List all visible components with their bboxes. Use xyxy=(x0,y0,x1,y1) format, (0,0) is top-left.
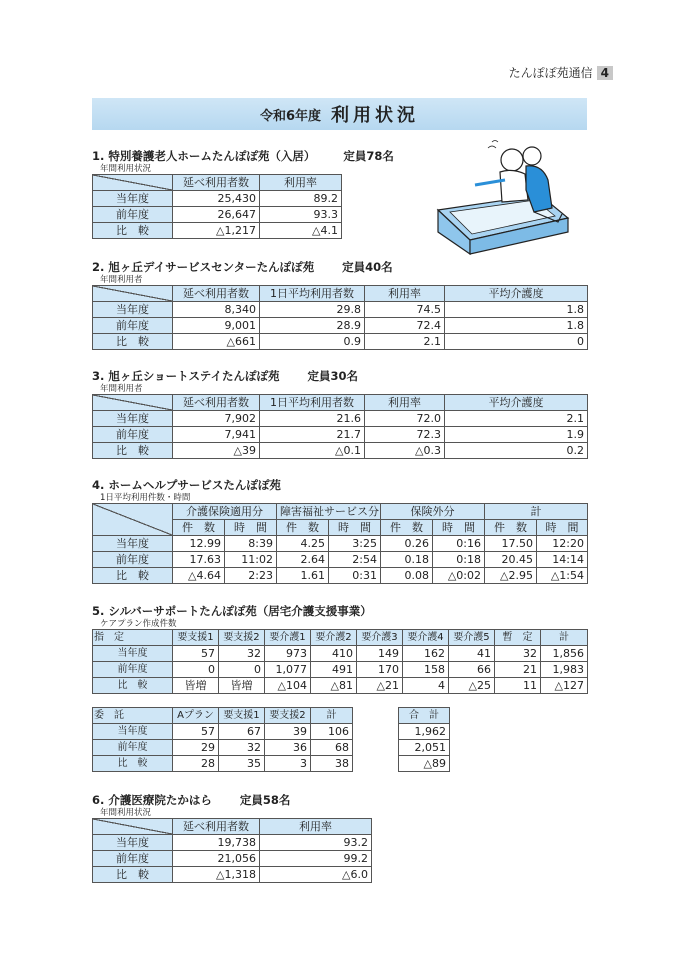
table-cell: 1,983 xyxy=(541,662,588,678)
table-cell: 32 xyxy=(219,740,265,756)
table-cell: 162 xyxy=(403,646,449,662)
table-header-cell: 比 較 xyxy=(93,867,173,883)
table-header-cell: 延べ利用者数 xyxy=(173,175,260,191)
table-header-cell: 要支援1 xyxy=(219,708,265,724)
table-cell: 1.9 xyxy=(445,427,588,443)
table-header-cell: 要介護3 xyxy=(357,630,403,646)
table-header-cell: 前年度 xyxy=(93,207,173,223)
table-header-cell: 計 xyxy=(541,630,588,646)
table-header-cell: 前年度 xyxy=(93,318,173,334)
table-header-cell: 比 較 xyxy=(93,568,173,584)
table-header-cell: 前年度 xyxy=(93,552,173,568)
text: 定員78名 xyxy=(343,149,394,163)
table-header-cell: 暫 定 xyxy=(495,630,541,646)
table-cell: 1.8 xyxy=(445,302,588,318)
table-header-cell: 1日平均利用者数 xyxy=(260,286,365,302)
table-cell: 29.8 xyxy=(260,302,365,318)
table-cell: 7,941 xyxy=(173,427,260,443)
table-cell: 68 xyxy=(311,740,353,756)
newsletter-title: たんぽぽ苑通信 xyxy=(508,66,593,80)
table-header-cell: 件 数 xyxy=(173,520,225,536)
table-cell: 38 xyxy=(311,756,353,772)
text: 3. 旭ヶ丘ショートステイたんぽぽ苑 xyxy=(92,369,280,383)
table-cell: 7,902 xyxy=(173,411,260,427)
table-row xyxy=(93,646,588,662)
table-cell: 3 xyxy=(265,756,311,772)
table-cell: 14:14 xyxy=(537,552,588,568)
table-header-cell: 要支援1 xyxy=(173,630,219,646)
table-cell: 1.8 xyxy=(445,318,588,334)
table-cell: 26,647 xyxy=(173,207,260,223)
table-header-cell: 当年度 xyxy=(93,536,173,552)
table-cell: 0 xyxy=(219,662,265,678)
table-header-cell: 平均介護度 xyxy=(445,286,588,302)
table-header-cell: 時 間 xyxy=(225,520,277,536)
table-cell: 89.2 xyxy=(260,191,342,207)
table-header-cell: 要介護5 xyxy=(449,630,495,646)
table-header-cell: 当年度 xyxy=(93,411,173,427)
table-row xyxy=(93,302,588,318)
table-header-cell: 介護保険適用分 xyxy=(173,504,277,520)
table-cell: △0.3 xyxy=(365,443,445,459)
table-cell: 20.45 xyxy=(485,552,537,568)
table-header-cell: Aプラン xyxy=(173,708,219,724)
section-5-total xyxy=(398,707,450,772)
table-cell: 11:02 xyxy=(225,552,277,568)
table-row xyxy=(93,867,372,883)
table-row xyxy=(93,318,588,334)
banner-title: 利用状況 xyxy=(331,105,420,126)
table-cell: 3:25 xyxy=(329,536,381,552)
section-1-heading xyxy=(92,148,394,164)
table-row xyxy=(93,678,588,694)
table-cell: 0.08 xyxy=(381,568,433,584)
table-row xyxy=(399,756,450,772)
table-header-cell: 利用率 xyxy=(260,175,342,191)
section-6 xyxy=(92,792,372,883)
table-cell: △1:54 xyxy=(537,568,588,584)
table-row xyxy=(93,207,342,223)
table-cell: △1,318 xyxy=(173,867,260,883)
table-cell: 4.25 xyxy=(277,536,329,552)
table-2 xyxy=(92,285,588,350)
table-cell: 32 xyxy=(219,646,265,662)
section-3-heading xyxy=(92,368,588,384)
table-cell: △0:02 xyxy=(433,568,485,584)
table-row xyxy=(93,552,588,568)
table-header-cell: 委 託 xyxy=(93,708,173,724)
table-row xyxy=(93,223,342,239)
table-cell: 0.2 xyxy=(445,443,588,459)
text: 2. 旭ヶ丘デイサービスセンターたんぽぽ苑 xyxy=(92,260,315,274)
table-row xyxy=(93,334,588,350)
table-cell: 0 xyxy=(173,662,219,678)
table-cell: 2,051 xyxy=(399,740,450,756)
table-cell: 12.99 xyxy=(173,536,225,552)
table-row xyxy=(93,724,353,740)
table-cell: 973 xyxy=(265,646,311,662)
table-cell: 17.63 xyxy=(173,552,225,568)
table-header-cell: 比 較 xyxy=(93,756,173,772)
table-header-cell: 比 較 xyxy=(93,678,173,694)
table-cell: 149 xyxy=(357,646,403,662)
table-cell: 0.9 xyxy=(260,334,365,350)
section-5-subtitle: ケアプラン作成件数 xyxy=(100,619,177,629)
table-cell: 2.1 xyxy=(445,411,588,427)
table-header-cell: 時 間 xyxy=(537,520,588,536)
section-2 xyxy=(92,259,588,350)
text: 4. ホームヘルプサービスたんぽぽ苑 xyxy=(92,478,281,492)
table-cell: △104 xyxy=(265,678,311,694)
table-header-cell: 計 xyxy=(311,708,353,724)
text: 5. シルバーサポートたんぽぽ苑（居宅介護支援事業） xyxy=(92,604,372,618)
table-header-cell: 比 較 xyxy=(93,334,173,350)
table-cell: 0:16 xyxy=(433,536,485,552)
table-cell: △1,217 xyxy=(173,223,260,239)
table-cell: 8,340 xyxy=(173,302,260,318)
table-5-designated xyxy=(92,629,588,694)
table-cell: 93.2 xyxy=(260,835,372,851)
table-cell: △127 xyxy=(541,678,588,694)
corner-cell xyxy=(93,175,173,191)
table-cell: 1,856 xyxy=(541,646,588,662)
section-2-heading xyxy=(92,259,588,275)
table-cell: 66 xyxy=(449,662,495,678)
table-cell: 25,430 xyxy=(173,191,260,207)
table-1 xyxy=(92,174,342,239)
title-banner xyxy=(92,98,587,130)
table-header-cell: 利用率 xyxy=(260,819,372,835)
text: 1. 特別養護老人ホームたんぽぽ苑（入居） xyxy=(92,149,316,163)
table-cell: △2.95 xyxy=(485,568,537,584)
table-header-cell: 平均介護度 xyxy=(445,395,588,411)
table-cell: △661 xyxy=(173,334,260,350)
section-5-consigned xyxy=(92,707,353,772)
table-header-cell: 時 間 xyxy=(433,520,485,536)
table-cell: △21 xyxy=(357,678,403,694)
table-header-cell: 件 数 xyxy=(485,520,537,536)
table-3 xyxy=(92,394,588,459)
table-cell: 12:20 xyxy=(537,536,588,552)
table-cell: 1,077 xyxy=(265,662,311,678)
section-2-subtitle: 年間利用者 xyxy=(100,275,143,285)
table-cell: 36 xyxy=(265,740,311,756)
table-header-cell: 当年度 xyxy=(93,835,173,851)
table-header-cell: 前年度 xyxy=(93,662,173,678)
bath-care-icon xyxy=(430,140,575,255)
table-cell: △39 xyxy=(173,443,260,459)
table-cell: 41 xyxy=(449,646,495,662)
table-cell: 2:54 xyxy=(329,552,381,568)
table-cell: 39 xyxy=(265,724,311,740)
table-cell: △6.0 xyxy=(260,867,372,883)
table-cell: 72.0 xyxy=(365,411,445,427)
section-4-heading xyxy=(92,477,588,493)
table-cell: 8:39 xyxy=(225,536,277,552)
section-1 xyxy=(92,148,394,239)
table-cell: 35 xyxy=(219,756,265,772)
table-row xyxy=(93,191,342,207)
table-row xyxy=(93,411,588,427)
table-5-total xyxy=(398,707,450,772)
table-header-cell: 要支援2 xyxy=(265,708,311,724)
table-cell: 67 xyxy=(219,724,265,740)
table-cell: 57 xyxy=(173,646,219,662)
table-header-cell: 保険外分 xyxy=(381,504,485,520)
table-cell: 491 xyxy=(311,662,357,678)
table-cell: 1.61 xyxy=(277,568,329,584)
table-header-cell: 時 間 xyxy=(329,520,381,536)
table-header-cell: 延べ利用者数 xyxy=(173,286,260,302)
table-header-cell: 障害福祉サービス分 xyxy=(277,504,381,520)
table-header-cell: 延べ利用者数 xyxy=(173,819,260,835)
table-cell: 皆増 xyxy=(219,678,265,694)
table-6 xyxy=(92,818,372,883)
table-header-cell: 延べ利用者数 xyxy=(173,395,260,411)
table-cell: 1,962 xyxy=(399,724,450,740)
table-cell: 2:23 xyxy=(225,568,277,584)
table-header-cell: 利用率 xyxy=(365,286,445,302)
table-cell: 74.5 xyxy=(365,302,445,318)
table-cell: 28.9 xyxy=(260,318,365,334)
table-cell: 29 xyxy=(173,740,219,756)
text: 定員30名 xyxy=(307,369,359,383)
table-cell: 99.2 xyxy=(260,851,372,867)
table-cell: 0:31 xyxy=(329,568,381,584)
text: 6. 介護医療院たかはら xyxy=(92,793,212,807)
table-cell: 11 xyxy=(495,678,541,694)
table-row xyxy=(93,835,372,851)
table-header-cell: 件 数 xyxy=(381,520,433,536)
table-cell: 21 xyxy=(495,662,541,678)
section-4 xyxy=(92,477,588,584)
table-cell: 170 xyxy=(357,662,403,678)
table-cell: 0 xyxy=(445,334,588,350)
table-cell: △4.1 xyxy=(260,223,342,239)
table-header-cell: 当年度 xyxy=(93,646,173,662)
section-5-heading xyxy=(92,603,588,619)
table-cell: △89 xyxy=(399,756,450,772)
table-cell: 4 xyxy=(403,678,449,694)
table-header-cell: 合 計 xyxy=(399,708,450,724)
table-cell: △81 xyxy=(311,678,357,694)
table-header-cell: 比 較 xyxy=(93,223,173,239)
table-header-cell: 利用率 xyxy=(365,395,445,411)
table-header-cell: 件 数 xyxy=(277,520,329,536)
table-row xyxy=(93,536,588,552)
page-number: 4 xyxy=(597,66,613,80)
table-cell: 0.18 xyxy=(381,552,433,568)
table-cell: 57 xyxy=(173,724,219,740)
table-5-consigned xyxy=(92,707,353,772)
table-row xyxy=(93,568,588,584)
table-row xyxy=(399,724,450,740)
table-cell: 0:18 xyxy=(433,552,485,568)
table-row xyxy=(399,740,450,756)
table-header-cell: 指 定 xyxy=(93,630,173,646)
section-6-subtitle: 年間利用状況 xyxy=(100,808,152,818)
table-cell: 28 xyxy=(173,756,219,772)
text: 定員40名 xyxy=(342,260,393,274)
page-header xyxy=(509,64,613,81)
table-cell: 32 xyxy=(495,646,541,662)
table-cell: 93.3 xyxy=(260,207,342,223)
table-cell: 0.26 xyxy=(381,536,433,552)
table-cell: 21.6 xyxy=(260,411,365,427)
table-cell: 72.4 xyxy=(365,318,445,334)
table-header-cell: 前年度 xyxy=(93,427,173,443)
table-4 xyxy=(92,503,588,584)
section-3 xyxy=(92,368,588,459)
table-cell: 72.3 xyxy=(365,427,445,443)
table-cell: 21,056 xyxy=(173,851,260,867)
table-header-cell: 要介護4 xyxy=(403,630,449,646)
section-1-subtitle: 年間利用状況 xyxy=(100,164,152,174)
table-cell: 410 xyxy=(311,646,357,662)
table-cell: △0.1 xyxy=(260,443,365,459)
table-cell: 106 xyxy=(311,724,353,740)
table-cell: 19,738 xyxy=(173,835,260,851)
table-header-cell: 当年度 xyxy=(93,191,173,207)
table-row xyxy=(93,756,353,772)
table-cell: △4.64 xyxy=(173,568,225,584)
table-cell: 17.50 xyxy=(485,536,537,552)
table-cell: 皆増 xyxy=(173,678,219,694)
table-header-cell: 要介護2 xyxy=(311,630,357,646)
table-header-cell: 比 較 xyxy=(93,443,173,459)
table-header-cell: 当年度 xyxy=(93,302,173,318)
section-6-heading xyxy=(92,792,372,808)
table-row xyxy=(93,740,353,756)
section-4-subtitle: 1日平均利用件数・時間 xyxy=(100,493,191,503)
table-cell: 2.64 xyxy=(277,552,329,568)
table-cell: 2.1 xyxy=(365,334,445,350)
table-header-cell: 当年度 xyxy=(93,724,173,740)
section-5 xyxy=(92,603,588,694)
table-row xyxy=(93,851,372,867)
table-header-cell: 1日平均利用者数 xyxy=(260,395,365,411)
table-header-cell: 前年度 xyxy=(93,851,173,867)
table-row xyxy=(93,427,588,443)
table-header-cell: 要介護1 xyxy=(265,630,311,646)
table-cell: △25 xyxy=(449,678,495,694)
table-row xyxy=(93,662,588,678)
table-row xyxy=(93,443,588,459)
table-header-cell: 計 xyxy=(485,504,588,520)
text: 定員58名 xyxy=(239,793,291,807)
table-cell: 9,001 xyxy=(173,318,260,334)
table-header-cell: 前年度 xyxy=(93,740,173,756)
section-3-subtitle: 年間利用者 xyxy=(100,384,143,394)
banner-year: 令和6年度 xyxy=(259,108,322,124)
table-header-cell: 要支援2 xyxy=(219,630,265,646)
table-cell: 21.7 xyxy=(260,427,365,443)
table-cell: 158 xyxy=(403,662,449,678)
